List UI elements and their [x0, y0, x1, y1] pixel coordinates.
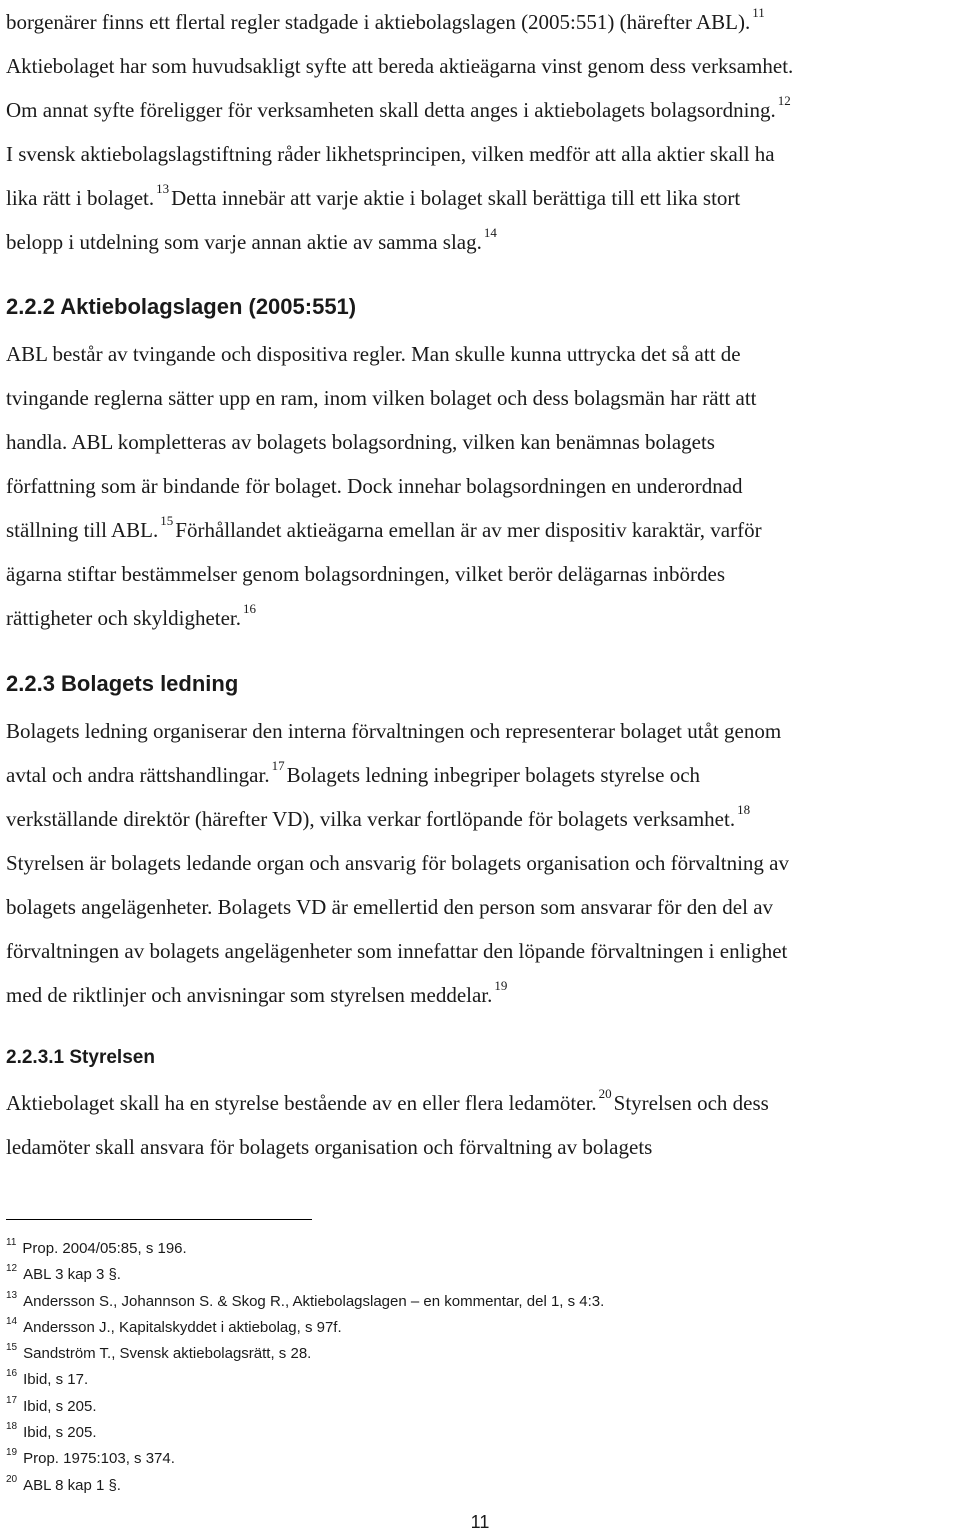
line-text: bolagets angelägenheter. Bolagets VD är emellertid den person som ansvarar för den del av — [6, 895, 774, 919]
line-text-continued: Detta innebär att varje aktie i bolaget skall berättiga till ett lika stort — [171, 186, 741, 210]
footnote-reference[interactable]: 18 — [737, 802, 751, 817]
footnote-separator — [6, 1219, 312, 1220]
text-line — [6, 973, 789, 1017]
section-heading-2-2-2: 2.2.2 Aktiebolagslagen (2005:551) — [6, 294, 357, 319]
line-text: verkställande direktör (härefter VD), vilka verkar fortlöpande för bolagets verksamhet. — [6, 807, 736, 831]
line-text: handla. ABL kompletteras av bolagets bolagsordning, vilken kan benämnas bolagets — [6, 430, 715, 454]
footnote-item — [6, 1442, 604, 1468]
text-line — [6, 885, 789, 929]
footnote-number: 13 — [6, 1289, 18, 1301]
footnote-text: Andersson J., Kapitalskyddet i aktiebolag, s 97f. — [23, 1318, 342, 1336]
footnote-number: 15 — [6, 1342, 18, 1354]
footnote-reference[interactable]: 11 — [752, 5, 765, 20]
line-text: I svensk aktiebolagslagstiftning råder likhetsprincipen, vilken medför att alla aktier skall ha — [6, 142, 775, 166]
text-line — [6, 841, 789, 885]
footnote-number: 18 — [6, 1421, 18, 1433]
footnote-reference[interactable]: 13 — [156, 181, 170, 196]
text-line — [6, 376, 762, 420]
footnote-item — [6, 1232, 604, 1258]
footnote-reference[interactable]: 19 — [494, 978, 508, 993]
footnote-text: Prop. 1975:103, s 374. — [23, 1450, 175, 1468]
footnote-number: 14 — [6, 1315, 18, 1327]
text-line — [6, 420, 762, 464]
line-text: ägarna stiftar bestämmelser genom bolagsordningen, vilket berör delägarnas inbördes — [6, 562, 726, 586]
footnote-reference[interactable]: 12 — [777, 93, 791, 108]
footnote-item — [6, 1337, 604, 1363]
footnote-number: 17 — [6, 1394, 18, 1406]
line-text: lika rätt i bolaget. — [6, 186, 155, 210]
line-text-continued: Styrelsen och dess — [613, 1091, 769, 1115]
section-heading-2-2-3-1: 2.2.3.1 Styrelsen — [6, 1047, 155, 1068]
footnotes-list — [6, 1232, 604, 1495]
text-line — [6, 176, 793, 220]
footnote-text: Ibid, s 205. — [23, 1424, 97, 1442]
footnote-number: 12 — [6, 1263, 18, 1275]
line-text: borgenärer finns ett flertal regler stadgade i aktiebolagslagen (2005:551) (härefter ABL). — [6, 10, 751, 34]
footnote-text: ABL 8 kap 1 §. — [23, 1476, 121, 1494]
text-line — [6, 709, 789, 753]
footnote-item — [6, 1285, 604, 1311]
footnote-item — [6, 1363, 604, 1389]
line-text: förvaltningen av bolagets angelägenheter som innefattar den löpande förvaltningen i enlighet — [6, 939, 788, 963]
footnote-text: Andersson S., Johannson S. & Skog R., Aktiebolagslagen – en kommentar, del 1, s 4:3. — [23, 1292, 605, 1310]
text-line — [6, 596, 762, 640]
footnote-item — [6, 1416, 604, 1442]
footnote-text: Ibid, s 205. — [23, 1397, 97, 1415]
text-line — [6, 1125, 769, 1169]
footnote-number: 16 — [6, 1368, 18, 1380]
text-line — [6, 44, 793, 88]
text-line — [6, 797, 789, 841]
text-line — [6, 508, 762, 552]
footnote-text: ABL 3 kap 3 §. — [23, 1266, 121, 1284]
line-text: Styrelsen är bolagets ledande organ och ansvarig för bolagets organisation och förvaltning av — [6, 851, 789, 875]
line-text: ställning till ABL. — [6, 518, 159, 542]
line-text: rättigheter och skyldigheter. — [6, 606, 242, 630]
paragraph-styrelsen — [6, 1081, 769, 1169]
footnote-item — [6, 1469, 604, 1495]
text-line — [6, 464, 762, 508]
line-text: med de riktlinjer och anvisningar som styrelsen meddelar. — [6, 983, 493, 1007]
footnote-reference[interactable]: 15 — [160, 513, 174, 528]
text-line — [6, 929, 789, 973]
line-text: Aktiebolaget har som huvudsakligt syfte att bereda aktieägarna vinst genom dess verksamhet. — [6, 54, 794, 78]
line-text: avtal och andra rättshandlingar. — [6, 763, 270, 787]
footnote-text: Ibid, s 17. — [23, 1371, 89, 1389]
text-line — [6, 332, 762, 376]
line-text: Bolagets ledning organiserar den interna förvaltningen och representerar bolaget utåt genom — [6, 719, 782, 743]
text-line — [6, 0, 793, 44]
footnote-number: 20 — [6, 1473, 18, 1485]
paragraph-bolagets-ledning — [6, 709, 789, 1017]
line-text: Om annat syfte föreligger för verksamheten skall detta anges i aktiebolagets bolagsordning. — [6, 98, 776, 122]
footnote-item — [6, 1390, 604, 1416]
footnote-item — [6, 1258, 604, 1284]
paragraph-aktiebolagslagen — [6, 332, 762, 640]
text-line — [6, 132, 793, 176]
text-line — [6, 1081, 769, 1125]
line-text: belopp i utdelning som varje annan aktie av samma slag. — [6, 230, 482, 254]
line-text-continued: Förhållandet aktieägarna emellan är av mer dispositiv karaktär, varför — [175, 518, 762, 542]
text-line — [6, 753, 789, 797]
line-text: ledamöter skall ansvara för bolagets organisation och förvaltning av bolagets — [6, 1135, 653, 1159]
section-heading-2-2-3: 2.2.3 Bolagets ledning — [6, 671, 239, 696]
footnote-text: Sandström T., Svensk aktiebolagsrätt, s 28. — [23, 1345, 312, 1363]
text-line — [6, 552, 762, 596]
footnote-reference[interactable]: 20 — [598, 1086, 612, 1101]
footnote-reference[interactable]: 14 — [483, 225, 497, 240]
text-line — [6, 88, 793, 132]
footnote-reference[interactable]: 17 — [271, 758, 285, 773]
line-text: författning som är bindande för bolaget. Dock innehar bolagsordningen en underordnad — [6, 474, 743, 498]
paragraph-intro — [6, 0, 793, 264]
page-number: 11 — [470, 1512, 490, 1532]
footnote-item — [6, 1311, 604, 1337]
footnote-reference[interactable]: 16 — [243, 601, 257, 616]
text-line — [6, 220, 793, 264]
line-text: Aktiebolaget skall ha en styrelse bestående av en eller flera ledamöter. — [6, 1091, 597, 1115]
line-text: ABL består av tvingande och dispositiva regler. Man skulle kunna uttrycka det så att de — [6, 342, 741, 366]
footnote-text: Prop. 2004/05:85, s 196. — [22, 1240, 187, 1257]
footnote-number: 11 — [6, 1237, 17, 1248]
footnote-number: 19 — [6, 1447, 18, 1459]
line-text-continued: Bolagets ledning inbegriper bolagets styrelse och — [286, 763, 701, 787]
line-text: tvingande reglerna sätter upp en ram, inom vilken bolaget och dess bolagsmän har rätt att — [6, 386, 757, 410]
